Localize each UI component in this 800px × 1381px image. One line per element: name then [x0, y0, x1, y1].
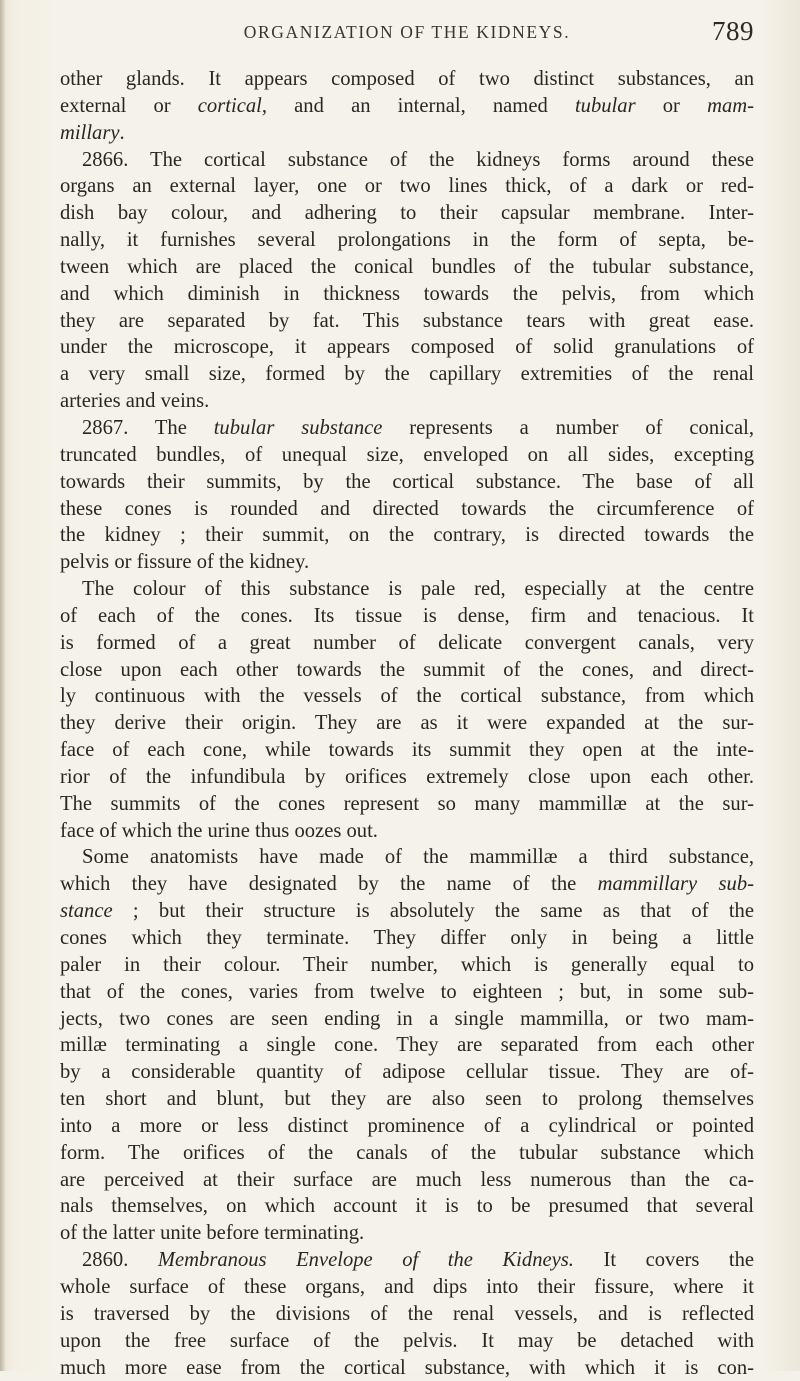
text-line: face of which the urine thus oozes out. — [60, 818, 754, 845]
text-line: whole surface of these organs, and dips into their fissure, where it — [60, 1274, 754, 1301]
text-line: they are separated by fat. This substance tears with great ease. — [60, 308, 754, 335]
text-line: truncated bundles, of unequal size, enveloped on all sides, excepting — [60, 442, 754, 469]
running-head: ORGANIZATION OF THE KIDNEYS. — [60, 22, 754, 43]
spine-shadow — [0, 0, 6, 1371]
text-line: paler in their colour. Their number, which is generally equal to — [60, 952, 754, 979]
text-line: these cones is rounded and directed towards the circumference of — [60, 496, 754, 523]
text-line: towards their summits, by the cortical substance. The base of all — [60, 469, 754, 496]
text-line: ly continuous with the vessels of the cortical substance, from which — [60, 683, 754, 710]
text-line: into a more or less distinct prominence of a cylindrical or pointed — [60, 1113, 754, 1140]
text-line: pelvis or fissure of the kidney. — [60, 549, 754, 576]
text-line: stance ; but their structure is absolutely the same as that of the — [60, 898, 754, 925]
text-line: form. The orifices of the canals of the tubular substance which — [60, 1140, 754, 1167]
text-line: millæ terminating a single cone. They are separated from each other — [60, 1032, 754, 1059]
text-line: dish bay colour, and adhering to their capsular membrane. Inter- — [60, 200, 754, 227]
text-line: are perceived at their surface are much less numerous than the ca- — [60, 1167, 754, 1194]
text-line: arteries and veins. — [60, 388, 754, 415]
text-line: of the latter unite before terminating. — [60, 1220, 754, 1247]
text-line: cones which they terminate. They differ only in being a little — [60, 925, 754, 952]
text-line: a very small size, formed by the capillary extremities of the renal — [60, 361, 754, 388]
text-line: The summits of the cones represent so many mammillæ at the sur- — [60, 791, 754, 818]
text-line: under the microscope, it appears composed of solid granulations of — [60, 334, 754, 361]
text-line: jects, two cones are seen ending in a single mammilla, or two mam- — [60, 1006, 754, 1033]
text-line: 2860. Membranous Envelope of the Kidneys. It covers the — [60, 1247, 754, 1274]
text-line: by a considerable quantity of adipose cellular tissue. They are of- — [60, 1059, 754, 1086]
text-line: is traversed by the divisions of the renal vessels, and is reflected — [60, 1301, 754, 1328]
text-line: which they have designated by the name of the mammillary sub- — [60, 871, 754, 898]
text-line: they derive their origin. They are as it were expanded at the sur- — [60, 710, 754, 737]
text-line: Some anatomists have made of the mammillæ a third substance, — [60, 844, 754, 871]
body-text — [60, 66, 754, 1381]
text-line: upon the free surface of the pelvis. It may be detached with — [60, 1328, 754, 1355]
text-line: The colour of this substance is pale red, especially at the centre — [60, 576, 754, 603]
page-number: 789 — [712, 16, 754, 47]
text-line: and which diminish in thickness towards the pelvis, from which — [60, 281, 754, 308]
text-line: face of each cone, while towards its summit they open at the inte- — [60, 737, 754, 764]
text-line: nals themselves, on which account it is to be presumed that several — [60, 1193, 754, 1220]
text-line: close upon each other towards the summit of the cones, and direct- — [60, 657, 754, 684]
text-line: millary. — [60, 120, 754, 147]
text-line: external or cortical, and an internal, named tubular or mam- — [60, 93, 754, 120]
text-line: much more ease from the cortical substance, with which it is con- — [60, 1355, 754, 1381]
page-header — [60, 6, 754, 60]
text-line: is formed of a great number of delicate convergent canals, very — [60, 630, 754, 657]
text-line: 2866. The cortical substance of the kidneys forms around these — [60, 147, 754, 174]
text-line: 2867. The tubular substance represents a number of conical, — [60, 415, 754, 442]
text-line: the kidney ; their summit, on the contrary, is directed towards the — [60, 522, 754, 549]
text-line: other glands. It appears composed of two distinct substances, an — [60, 66, 754, 93]
text-line: nally, it furnishes several prolongations in the form of septa, be- — [60, 227, 754, 254]
text-line: ten short and blunt, but they are also seen to prolong themselves — [60, 1086, 754, 1113]
text-line: of each of the cones. Its tissue is dense, firm and tenacious. It — [60, 603, 754, 630]
text-line: rior of the infundibula by orifices extremely close upon each other. — [60, 764, 754, 791]
text-line: that of the cones, varies from twelve to eighteen ; but, in some sub- — [60, 979, 754, 1006]
text-line: organs an external layer, one or two lines thick, of a dark or red- — [60, 173, 754, 200]
text-line: tween which are placed the conical bundles of the tubular substance, — [60, 254, 754, 281]
